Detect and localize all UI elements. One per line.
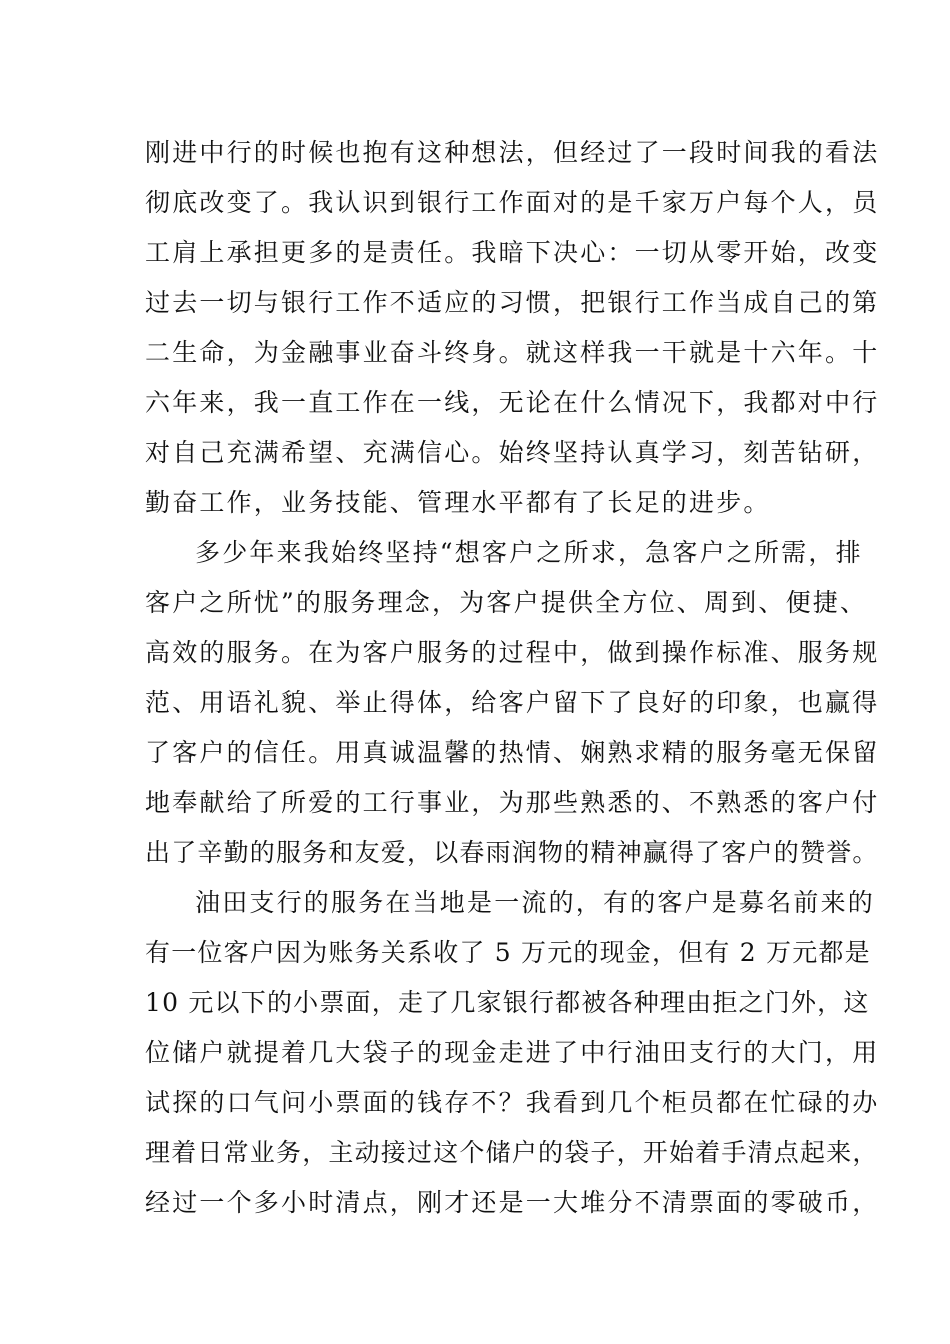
text-line: 彻底改变了。我认识到银行工作面对的是千家万户每个人，员 <box>145 188 880 217</box>
text-line: 范、用语礼貌、举止得体，给客户留下了良好的印象，也赢得 <box>145 688 880 717</box>
text-line: 勤奋工作，业务技能、管理水平都有了长足的进步。 <box>145 488 771 517</box>
body-text <box>145 128 880 1228</box>
text-line: 经过一个多小时清点，刚才还是一大堆分不清票面的零破币， <box>145 1188 880 1217</box>
text-line: 刚进中行的时候也抱有这种想法，但经过了一段时间我的看法 <box>145 138 880 167</box>
text-line: 理着日常业务，主动接过这个储户的袋子，开始着手清点起来， <box>145 1138 879 1167</box>
text-line: 二生命，为金融事业奋斗终身。就这样我一干就是十六年。十 <box>145 338 880 367</box>
text-line: 试探的口气问小票面的钱存不？我看到几个柜员都在忙碌的办 <box>145 1088 880 1117</box>
text-line: 六年来，我一直工作在一线，无论在什么情况下，我都对中行 <box>145 388 880 417</box>
paragraph-start-line: 多少年来我始终坚持“想客户之所求，急客户之所需，排 <box>195 538 863 567</box>
text-line: 位储户就提着几大袋子的现金走进了中行油田支行的大门，用 <box>145 1038 880 1067</box>
text-line: 对自己充满希望、充满信心。始终坚持认真学习，刻苦钻研， <box>145 438 880 467</box>
text-line: 10 元以下的小票面，走了几家银行都被各种理由拒之门外，这 <box>145 988 870 1017</box>
text-line: 高效的服务。在为客户服务的过程中，做到操作标准、服务规 <box>145 638 880 667</box>
text-line: 过去一切与银行工作不适应的习惯，把银行工作当成自己的第 <box>145 288 880 317</box>
text-line: 客户之所忧”的服务理念，为客户提供全方位、周到、便捷、 <box>145 588 868 617</box>
text-line: 了客户的信任。用真诚温馨的热情、娴熟求精的服务毫无保留 <box>145 738 880 767</box>
paragraph-start-line: 油田支行的服务在当地是一流的，有的客户是募名前来的 <box>195 888 876 917</box>
text-line: 工肩上承担更多的是责任。我暗下决心：一切从零开始，改变 <box>145 238 880 267</box>
text-line: 有一位客户因为账务关系收了 5 万元的现金，但有 2 万元都是 <box>145 938 871 967</box>
text-line: 出了辛勤的服务和友爱，以春雨润物的精神赢得了客户的赞誉。 <box>145 838 879 867</box>
text-line: 地奉献给了所爱的工行事业，为那些熟悉的、不熟悉的客户付 <box>145 788 880 817</box>
